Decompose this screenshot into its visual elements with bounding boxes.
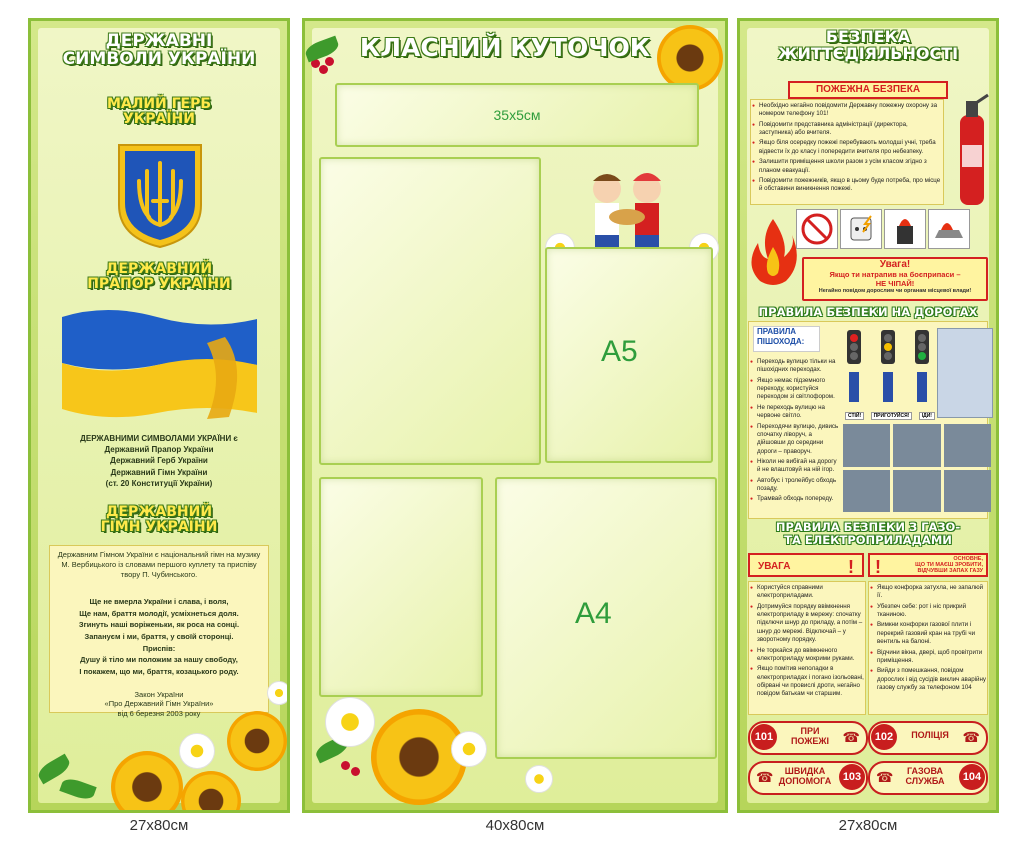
badge-label xyxy=(774,767,836,787)
anthem-verse-line: Запануєм і ми, браття, у своїй сторонці. xyxy=(84,631,234,641)
daisy-icon xyxy=(267,681,290,705)
traffic-lights-illustration-icon xyxy=(843,328,935,410)
smell-label-line: ОСНОВНЕ, xyxy=(953,556,983,562)
gas-electric-title xyxy=(740,521,996,547)
symbols-item: Державний Прапор України xyxy=(104,445,214,455)
berry-icon xyxy=(341,761,350,770)
burning-iron-icon xyxy=(928,209,970,249)
road-rule: ● Трамвай обходь попереду. xyxy=(757,495,839,503)
road-rules-list xyxy=(749,356,839,506)
anthem-title xyxy=(31,505,287,534)
sunflower-icon xyxy=(227,711,287,771)
panel-class-corner xyxy=(302,18,728,813)
badge-label-line: ПОЛІЦІЯ xyxy=(911,730,949,740)
badge-label xyxy=(780,727,840,747)
panel-life-safety xyxy=(737,18,999,813)
daisy-icon xyxy=(525,765,553,793)
symbols-intro: ДЕРЖАВНИМИ СИМВОЛАМИ УКРАЇНИ є xyxy=(80,434,238,443)
light-label-stop: СТІЙ! xyxy=(845,412,864,420)
attention-header xyxy=(748,553,864,577)
badge-label-line: ДОПОМОГА xyxy=(778,775,832,786)
electric-socket-icon xyxy=(840,209,882,249)
chorus-label: Приспів: xyxy=(142,643,176,653)
crossing-step-icon xyxy=(843,424,890,467)
emergency-badge-104 xyxy=(868,761,988,795)
badge-number: 103 xyxy=(839,764,865,790)
coat-title-line2: УКРАЇНИ xyxy=(123,110,195,127)
law-line: «Про Державний Гімн України» xyxy=(104,699,214,709)
berry-icon xyxy=(325,57,334,66)
phone-icon: ☎ xyxy=(842,729,860,745)
smell-label-line: ВІДЧУВШИ ЗАПАХ ГАЗУ xyxy=(917,568,983,575)
emergency-badge-101 xyxy=(748,721,868,755)
law-reference xyxy=(54,690,264,718)
gas-electric-title-line1: ПРАВИЛА БЕЗПЕКИ З ГАЗО- xyxy=(775,520,961,534)
phone-icon: ☎ xyxy=(962,729,980,745)
no-fire-icon xyxy=(796,209,838,249)
gas-rule: ● Відчини вікна, двері, щоб провітрити приміщення. xyxy=(877,649,987,666)
gas-rule: ● Якщо конфорка затухла, не запалюй її. xyxy=(877,584,987,601)
anthem-verse-line: Ще не вмерла України і слава, і воля, xyxy=(89,597,229,606)
badge-number: 101 xyxy=(751,724,777,750)
panel-title-line1: ДЕРЖАВНІ xyxy=(105,31,213,51)
gas-rule: ● Убезпеч себе: рот і ніс прикрий тканиною. xyxy=(877,603,987,620)
warning-line: Негайно повідом дорослим чи органам місцевої влади! xyxy=(818,288,972,294)
coat-title-line1: МАЛИЙ ГЕРБ xyxy=(106,96,212,112)
light-label-go: ІДИ! xyxy=(919,412,935,420)
crossing-step-icon xyxy=(893,424,940,467)
electric-rules-box xyxy=(748,581,866,715)
coat-of-arms-icon xyxy=(115,141,205,251)
sunflower-icon xyxy=(111,751,183,813)
smell-label-line: ЩО ТИ МАЄШ ЗРОБИТИ, xyxy=(915,562,983,569)
pocket-slot xyxy=(319,157,541,465)
road-safety-title: ПРАВИЛА БЕЗПЕКИ НА ДОРОГАХ xyxy=(758,305,978,319)
crossing-step-icon xyxy=(944,424,991,467)
warning-line: Якщо ти натрапив на боєприпаси – xyxy=(829,270,961,279)
chorus-line: Душу й тіло ми положим за нашу свободу, xyxy=(80,655,238,665)
size-label-right: 27х80см xyxy=(838,817,898,834)
ammo-warning xyxy=(802,257,988,301)
road-rule: ● Переходячи вулицю, дивись спочатку ліворуч, а дійшовши до середини дороги – праворуч. xyxy=(757,423,839,456)
daisy-icon xyxy=(179,733,215,769)
fire-rule: ● Необхідно негайно повідомити Державну пожежну охорону за номером телефону 101! xyxy=(759,102,943,119)
anthem-box xyxy=(49,545,269,718)
daisy-icon xyxy=(451,731,487,767)
crossing-step-icon xyxy=(944,470,991,513)
fire-extinguisher-icon xyxy=(954,89,990,209)
flag-title-line1: ДЕРЖАВНИЙ xyxy=(105,261,213,277)
badge-number: 102 xyxy=(871,724,897,750)
daisy-icon xyxy=(325,697,375,747)
panel-title: КЛАСНИЙ КУТОЧОК xyxy=(359,33,651,62)
law-line: Закон України xyxy=(134,690,184,699)
panel-title-line1: БЕЗПЕКА xyxy=(825,27,911,46)
pedestrian-title-line1: ПРАВИЛА xyxy=(757,327,797,336)
electric-rule: ● Дотримуйся порядку ввімкнення електроприладу в мережу: спочатку підключи шнур до приладу, а потім – шнур до мережі. Відключай – у зворотному порядку. xyxy=(757,603,865,645)
gas-rule: ● Вийди з помешкання, повідом дорослих і від сусідів виклич аварійну газову службу за телефоном 104 xyxy=(877,667,987,692)
road-rule: ● Переходь вулицю тільки на пішохідних переходах. xyxy=(757,358,839,375)
pedestrian-title xyxy=(753,326,820,352)
fire-rule: ● Повідомити пожежників, якщо в цьому буде потреба, про місце й обставини виникнення пожежі. xyxy=(759,177,943,194)
flame-icon xyxy=(748,217,798,287)
berry-icon xyxy=(351,767,360,776)
a4-slot xyxy=(495,477,717,759)
road-rules-box xyxy=(748,321,988,519)
panel-title-line2: ЖИТТЄДІЯЛЬНОСТІ xyxy=(777,43,959,63)
panel-title xyxy=(740,29,996,63)
symbols-item: Державний Гімн України xyxy=(110,467,208,477)
sunflower-icon xyxy=(657,25,723,91)
exclamation-icon: ! xyxy=(875,557,881,577)
traffic-light-labels xyxy=(845,412,935,420)
pocket-slot xyxy=(319,477,483,697)
symbols-block xyxy=(41,433,277,489)
panel-title xyxy=(31,33,287,69)
fire-rules-box xyxy=(750,99,944,205)
badge-label-line: ШВИДКА xyxy=(784,766,826,776)
badge-label xyxy=(894,767,956,787)
gas-rules-box xyxy=(868,581,988,715)
anthem-intro: Державним Гімном України є національний гімн на музику М. Вербицького із словами першого куплету та приспіву твору П. Чубинського. xyxy=(57,550,261,579)
banner-size-label: 35х5см xyxy=(493,107,541,123)
badge-label-line: ПРИ xyxy=(800,726,820,736)
size-label-middle: 40х80см xyxy=(485,817,545,834)
fire-rule: ● Залишити приміщення школи разом з усім класом згідно з планом евакуації. xyxy=(759,158,943,175)
gas-rule: ● Вимкни конфорки газової плити і перекрий газовий кран на трубі чи вентиль на балоні. xyxy=(877,621,987,646)
attention-label: УВАГА xyxy=(758,561,791,572)
ukraine-flag-icon xyxy=(57,307,262,425)
road-rule: ● Ніколи не вибігай на дорогу й не влаштовуй на ній ігор. xyxy=(757,458,839,475)
symbols-item: (ст. 20 Конституції України) xyxy=(105,478,213,488)
badge-label-line: СЛУЖБА xyxy=(905,775,945,786)
anthem-title-line2: ГІМН УКРАЇНИ xyxy=(100,518,218,535)
crossing-step-icon xyxy=(893,470,940,513)
chorus-line: І покажем, що ми, браття, козацького роду. xyxy=(79,666,239,676)
anthem-title-line1: ДЕРЖАВНИЙ xyxy=(105,504,213,520)
fire-rule: ● Якщо біля осередку пожежі перебувають молодші учні, треба відвести їх до класу і попередити вчителя про небезпеку. xyxy=(759,139,943,156)
fire-safety-title: ПОЖЕЖНА БЕЗПЕКА xyxy=(788,81,948,99)
anthem-verse xyxy=(54,596,264,677)
electric-rule: ● Користуйся справними електроприладами. xyxy=(757,584,865,601)
light-label-ready: ПРИГОТУЙСЯ! xyxy=(871,412,913,420)
badge-label xyxy=(900,731,960,741)
a5-slot xyxy=(545,247,713,463)
road-rule: ● Автобус і тролейбус обходь позаду. xyxy=(757,477,839,494)
road-rule: ● Якщо немає підземного переходу, користуйся переходом зі світлофором. xyxy=(757,377,839,402)
emergency-badge-103 xyxy=(748,761,868,795)
electric-rule: ● Не торкайся до ввімкненого електроприладу мокрими руками. xyxy=(757,647,865,664)
anthem-verse-line: Ще нам, браття молодії, усміхнеться доля. xyxy=(79,608,239,618)
law-line: від 6 березня 2003 року xyxy=(117,708,201,718)
exclamation-icon: ! xyxy=(848,557,854,577)
burning-trash-icon xyxy=(884,209,926,249)
flag-title xyxy=(31,262,287,291)
anthem-verse-line: Згинуть наші воріженьки, як роса на сонці. xyxy=(78,620,240,630)
phone-icon: ☎ xyxy=(756,769,774,785)
coat-title xyxy=(31,97,287,126)
badge-label-line: ПОЖЕЖІ xyxy=(790,735,830,746)
size-label-left: 27х80см xyxy=(129,817,189,834)
panel-state-symbols xyxy=(28,18,290,813)
badge-label-line: ГАЗОВА xyxy=(906,766,944,776)
a5-label: А5 xyxy=(601,335,638,368)
gas-smell-header xyxy=(868,553,988,577)
fire-rule: ● Повідомити представника адміністрації (директора, заступника) або вчителя. xyxy=(759,121,943,138)
symbols-item: Державний Герб України xyxy=(110,456,208,466)
crossing-illustration-icon xyxy=(937,328,993,418)
phone-icon: ☎ xyxy=(876,769,894,785)
emergency-badge-102 xyxy=(868,721,988,755)
flag-title-line2: ПРАПОР УКРАЇНИ xyxy=(87,275,231,292)
road-rule: ● Не переходь вулицю на червоне світло. xyxy=(757,404,839,421)
crossing-step-icon xyxy=(843,470,890,513)
gas-electric-title-line2: ТА ЕЛЕКТРОПРИЛАДАМИ xyxy=(784,533,952,548)
a4-label: А4 xyxy=(575,597,612,630)
electric-rule: ● Якщо помітив неполадки в електроприладах і погано ізольовані, обірвані чи провислі дроти, негайно повідом батькам чи старшим. xyxy=(757,665,865,698)
warning-line: НЕ ЧІПАЙ! xyxy=(875,279,915,288)
crossing-steps-illustration xyxy=(843,424,991,512)
pedestrian-title-line2: ПІШОХОДА: xyxy=(757,337,805,346)
banner-slot xyxy=(335,83,699,147)
panel-title-line2: СИМВОЛИ УКРАЇНИ xyxy=(62,48,256,69)
berry-icon xyxy=(319,65,328,74)
warning-title: Увага! xyxy=(879,259,911,270)
badge-number: 104 xyxy=(959,764,985,790)
